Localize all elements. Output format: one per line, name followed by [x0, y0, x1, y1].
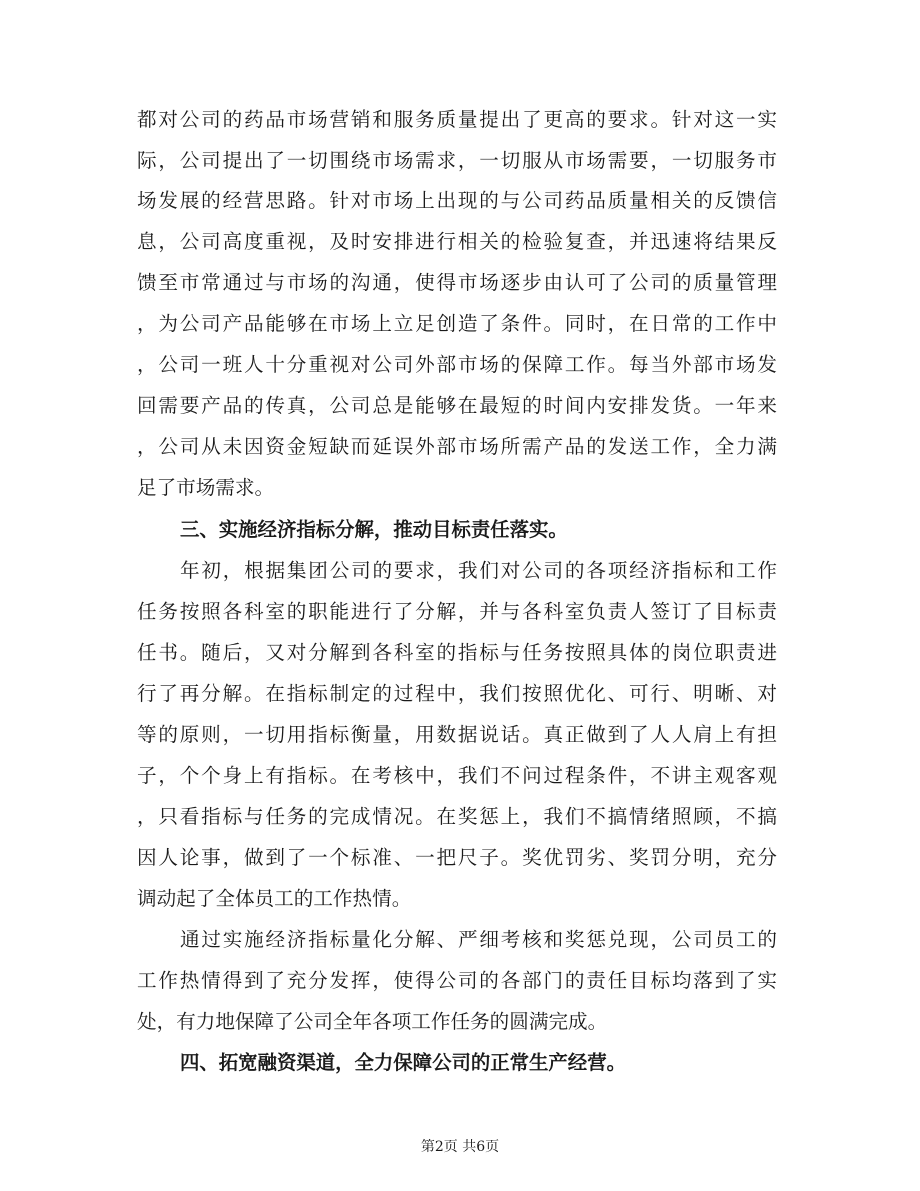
paragraph-line-5: 馈至市常通过与市场的沟通，使得市场逐步由认可了公司的质量管理 — [137, 271, 777, 294]
paragraph-line-22: 处，有力地保障了公司全年各项工作任务的圆满完成。 — [137, 1010, 608, 1033]
paragraph-line-4: 息，公司高度重视，及时安排进行相关的检验复查，并迅速将结果反 — [137, 230, 777, 253]
section-heading-3: 三、实施经济指标分解，推动目标责任落实。 — [180, 518, 568, 541]
paragraph-line-12: 任务按照各科室的职能进行了分解，并与各科室负责人签订了目标责 — [137, 600, 777, 623]
section-heading-4: 四、拓宽融资渠道，全力保障公司的正常生产经营。 — [180, 1051, 626, 1074]
paragraph-line-11: 年初，根据集团公司的要求，我们对公司的各项经济指标和工作 — [180, 559, 777, 582]
paragraph-line-8: 回需要产品的传真，公司总是能够在最短的时间内安排发货。一年来 — [137, 394, 777, 417]
paragraph-line-9: ，公司从未因资金短缺而延误外部市场所需产品的发送工作，全力满 — [137, 435, 777, 458]
paragraph-line-14: 行了再分解。在指标制定的过程中，我们按照优化、可行、明晰、对 — [137, 682, 777, 705]
paragraph-line-20: 通过实施经济指标量化分解、严细考核和奖惩兑现，公司员工的 — [180, 928, 777, 951]
page-number-footer: 第2页 共6页 — [420, 1139, 500, 1155]
paragraph-line-19: 调动起了全体员工的工作热情。 — [137, 887, 412, 910]
paragraph-line-17: ，只看指标与任务的完成情况。在奖惩上，我们不搞情绪照顾，不搞 — [137, 805, 777, 828]
paragraph-line-16: 子，个个身上有指标。在考核中，我们不问过程条件，不讲主观客观 — [137, 764, 777, 787]
paragraph-line-18: 因人论事，做到了一个标准、一把尺子。奖优罚劣、奖罚分明，充分 — [137, 846, 777, 869]
paragraph-line-7: ，公司一班人十分重视对公司外部市场的保障工作。每当外部市场发 — [137, 353, 777, 376]
paragraph-line-10: 足了市场需求。 — [137, 476, 275, 499]
paragraph-line-2: 际，公司提出了一切围绕市场需求，一切服从市场需要，一切服务市 — [137, 149, 777, 172]
paragraph-line-1: 都对公司的药品市场营销和服务质量提出了更高的要求。针对这一实 — [137, 108, 777, 131]
paragraph-line-21: 工作热情得到了充分发挥，使得公司的各部门的责任目标均落到了实 — [137, 969, 777, 992]
paragraph-line-6: ，为公司产品能够在市场上立足创造了条件。同时，在日常的工作中 — [137, 312, 777, 335]
paragraph-line-3: 场发展的经营思路。针对市场上出现的与公司药品质量相关的反馈信 — [137, 189, 777, 212]
paragraph-line-13: 任书。随后，又对分解到各科室的指标与任务按照具体的岗位职责进 — [137, 641, 777, 664]
paragraph-line-15: 等的原则，一切用指标衡量，用数据说话。真正做到了人人肩上有担 — [137, 723, 777, 746]
